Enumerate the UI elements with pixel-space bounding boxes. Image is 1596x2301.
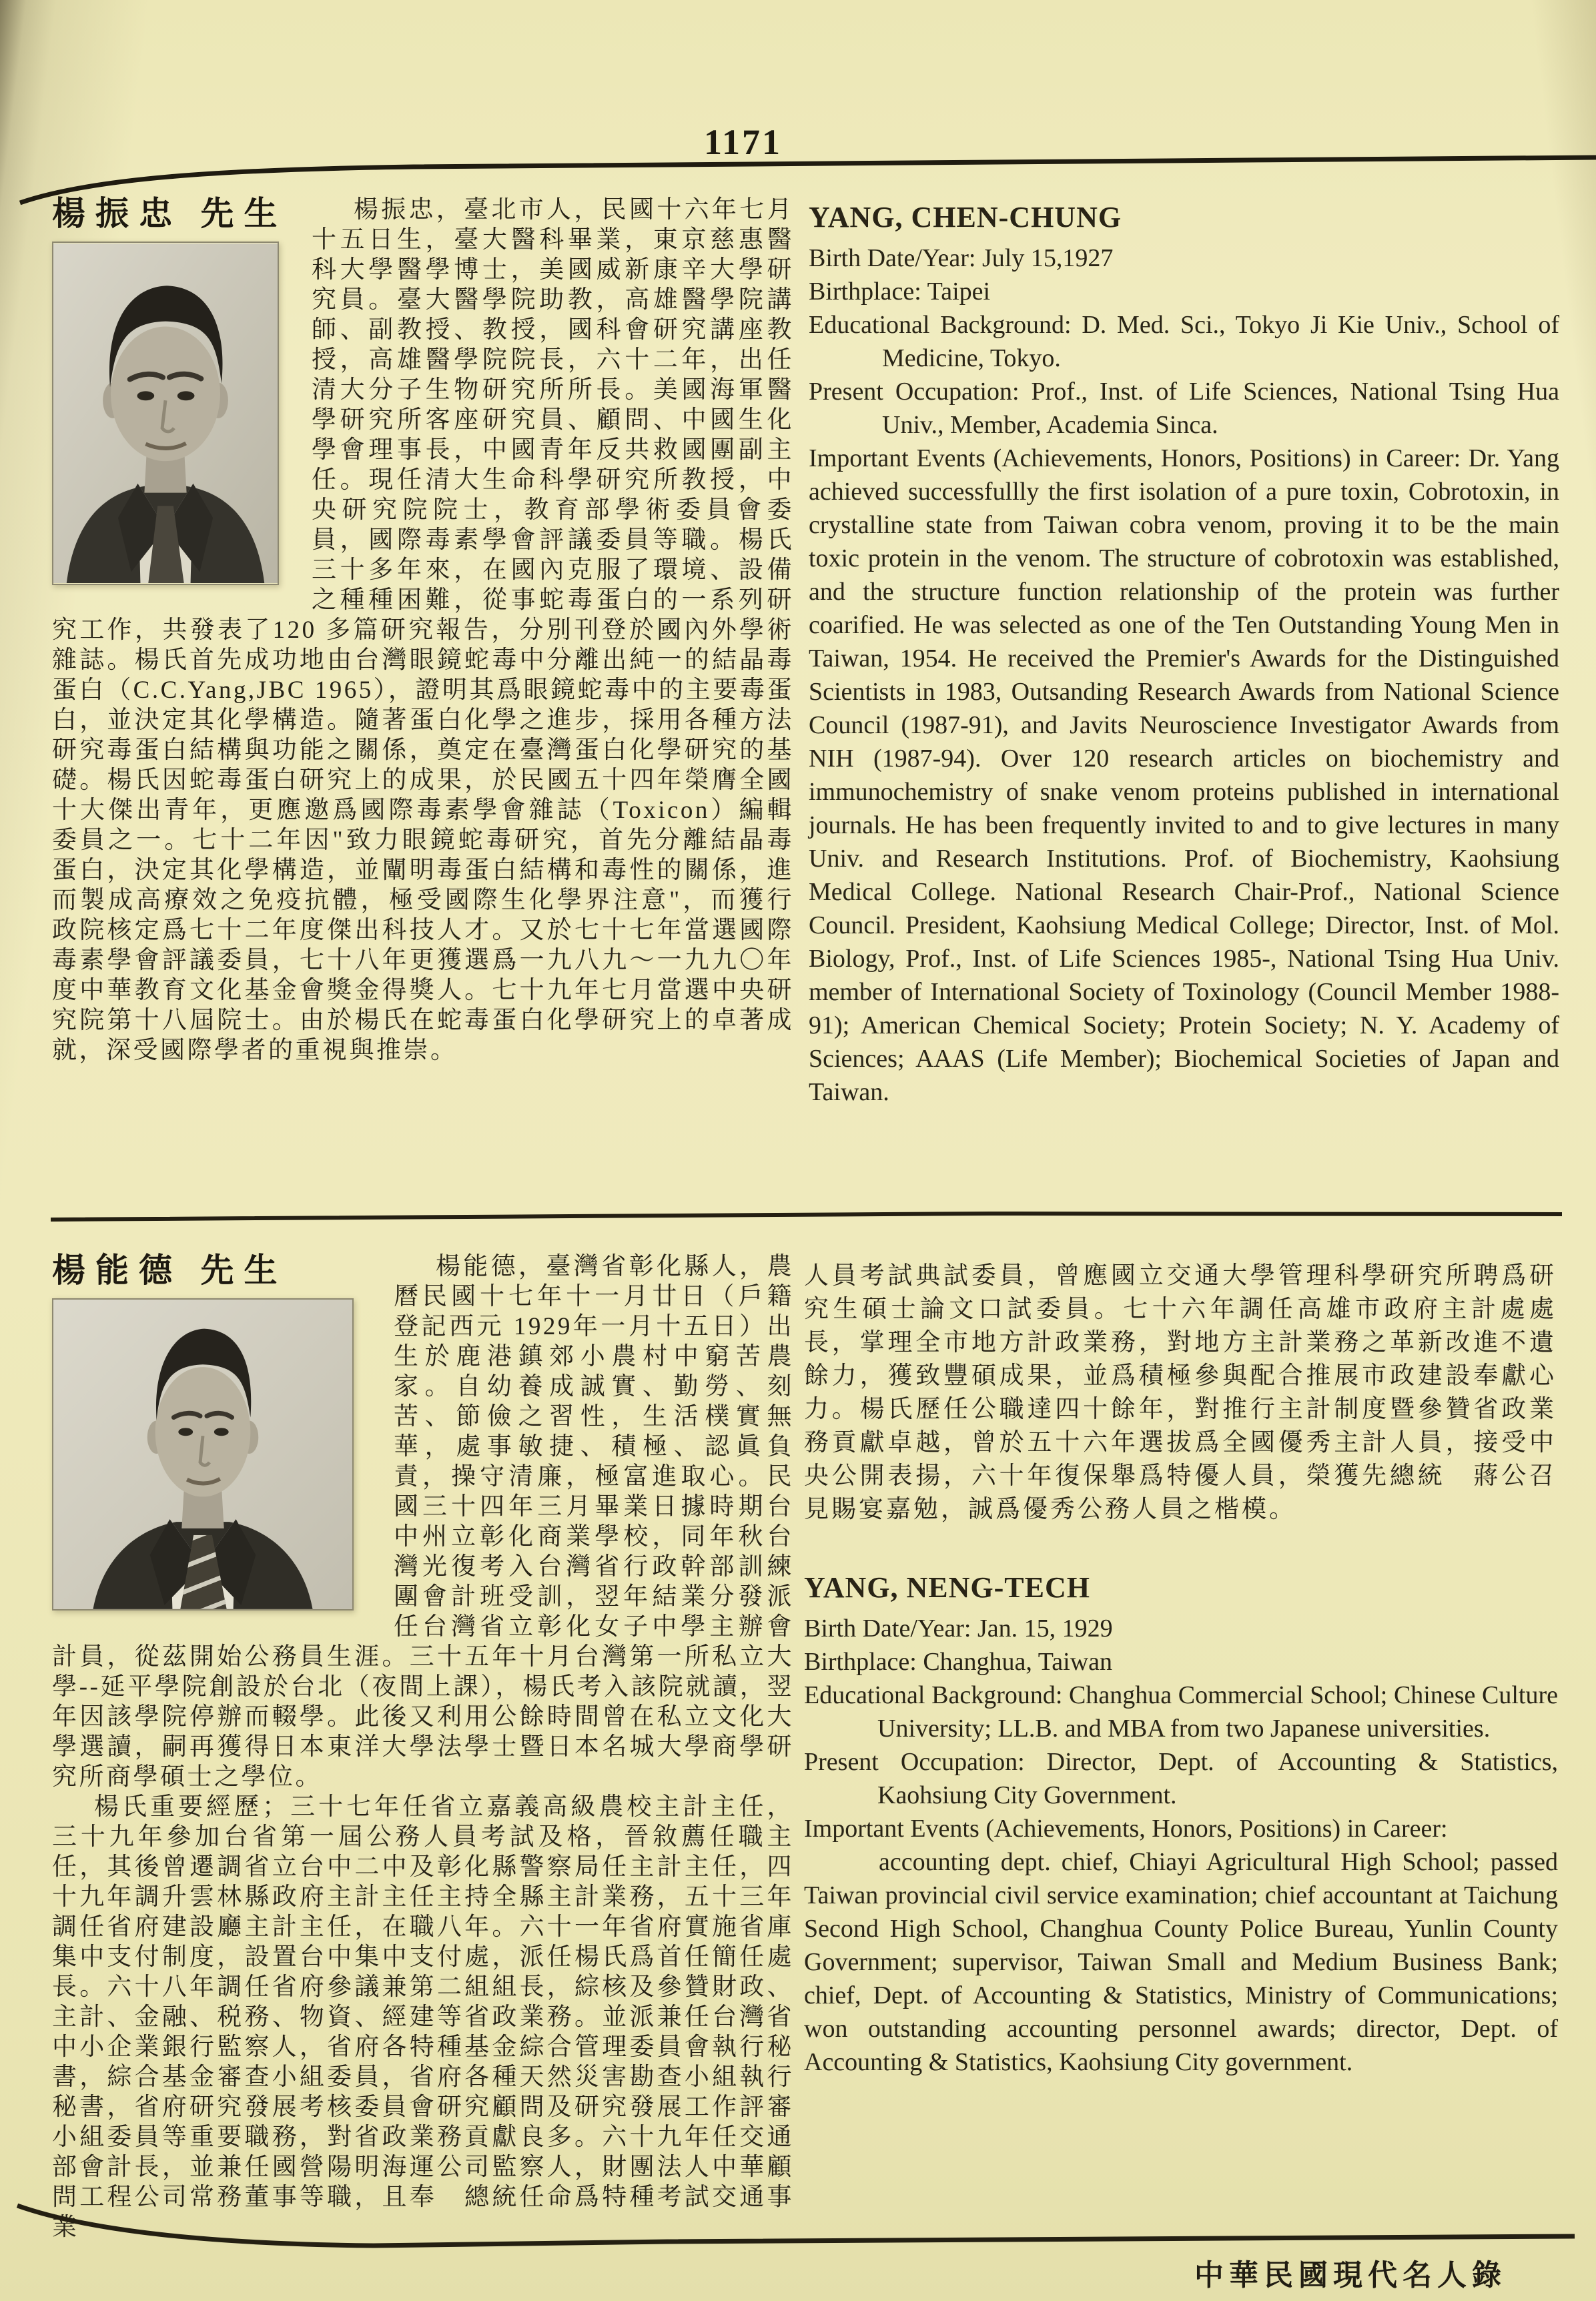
entry1-name-english: YANG, CHEN-CHUNG <box>809 201 1122 234</box>
entry1-name-chinese: 楊振忠 先生 <box>52 195 288 232</box>
entry1-chinese-column <box>52 195 794 1065</box>
portrait-photo-yang-chen-chung <box>52 242 279 585</box>
entry2-header-block <box>52 1252 364 1610</box>
entry1-birthplace: Birthplace: Taipei <box>809 278 991 306</box>
entry2-birth-date: Birth Date/Year: Jan. 15, 1929 <box>804 1615 1113 1643</box>
page-number: 1171 <box>704 122 783 162</box>
entry1-education: Educational Background: D. Med. Sci., Tokyo Ji Kie Univ., School of Medicine, Tokyo. <box>809 311 1559 372</box>
entry1-occupation: Present Occupation: Prof., Inst. of Life Sciences, National Tsing Hua Univ., Member, Academia Sinca. <box>809 378 1559 439</box>
entry-divider-rule <box>51 1214 1562 1220</box>
entry2-bio-chinese-p2: 楊氏重要經歷；三十七年任省立嘉義高級農校主計主任，三十九年參加台省第一屆公務人員考試及格，晉敘薦任職主任，其後曾遷調省立台中二中及彰化縣警察局任主計主任，四十九年調升雲林縣政府主計主任主持全縣主計業務，五十三年調任省府建設廳主計主任，在職八年。六十一年省府實施省庫集中支付制度，設置台中集中支付處，派任楊氏爲首任簡任處長。六十八年調任省府參議兼第二組組長，綜核及參贊財政、主計、金融、税務、物資、經建等省政業務。並派兼任台灣省中小企業銀行監察人，省府各特種基金綜合管理委員會執行秘書，綜合基金審查小組委員，省府各種天然災害勘查小組執行秘書，省府研究發展考核委員會研究顧問及研究發展工作評審小組委員等重要職務，對省政業務貢獻良多。六十九年任交通部會計長，並兼任國營陽明海運公司監察人，財團法人中華顧問工程公司常務董事等職，且奉 總統任命爲特種考試交通事業 <box>52 1793 794 2241</box>
entry2-bio-chinese-right: 人員考試典試委員，曾應國立交通大學管理科學研究所聘爲研究生碩士論文口試委員。七十六年調任高雄市政府主計處處長，掌理全市地方計政業務，對地方主計業務之革新改進不遺餘力，獲致豐碩成果，並爲積極參與配合推展市政建設奉獻心力。楊氏歷任公職達四十餘年，對推行主計制度暨參贊省政業務貢獻卓越，曾於五十六年選拔爲全國優秀主計人員，接受中央公開表揚，六十年復保舉爲特優人員，榮獲先總統 蔣公召見賜宴嘉勉，誠爲優秀公務人員之楷模。 <box>804 1262 1557 1523</box>
entry2-english-column <box>804 1568 1558 2079</box>
entry2-career-intro: Important Events (Achievements, Honors, Positions) in Career: <box>804 1815 1448 1843</box>
entry2-name-english: YANG, NENG-TECH <box>804 1571 1090 1604</box>
entry1-career: Important Events (Achievements, Honors, Positions) in Career: Dr. Yang achieved successfullly the first isolation of a pure toxin, Cobrotoxin, in crystalline state from Taiwan cobra venom, proving it to be the main toxic protein in the venom. The structure of cobrotoxin was established, and the structure function relationship of the protein was further coarified. He was selected as one of the Ten Outstanding Young Men in Taiwan, 1954. He received the Premier's Awards for the Distinguished Scientists in 1983, Outsanding Research Awards from National Science Council (1987-91), and Javits Neuroscience Investigator Awards from NIH (1987-94). Over 120 research articles on biochemistry and immunochemistry of snake venom proteins published in international journals. He has been frequently invited to and to give lectures in many Univ. and Research Institutions. Prof. of Biochemistry, Kaohsiung Medical College. National Research Chair-Prof., National Science Council. President, Kaohsiung Medical College; Director, Inst. of Mol. Biology, Prof., Inst. of Life Sciences 1985-, National Tsing Hua Univ. member of International Society of Toxinology (Council Member 1988-91); American Chemical Society; Protein Society; N. Y. Academy of Sciences; AAAS (Life Member); Biochemical Societies of Japan and Taiwan. <box>809 444 1559 1106</box>
portrait-photo-yang-neng-tech <box>52 1298 354 1610</box>
entry2-career-body: accounting dept. chief, Chiayi Agricultural High School; passed Taiwan provincial civil service examination; chief accountant at Taichung Second High School, Changhua County Police Bureau, Yunlin County Government; supervisor, Taiwan Small and Medium Business Bank; chief, Dept. of Accounting & Statistics, Ministry of Communications; won outstanding accounting personnel awards; director, Dept. of Accounting & Statistics, Kaohsiung City government. <box>804 1848 1558 2076</box>
entry1-header-block <box>52 195 287 585</box>
entry2-chinese-continuation <box>804 1260 1557 1526</box>
book-title-footer: 中華民國現代名人錄 <box>1194 2259 1507 2292</box>
entry1-english-column <box>809 197 1559 1109</box>
entry2-occupation: Present Occupation: Director, Dept. of Accounting & Statistics, Kaohsiung City Government. <box>804 1748 1558 1809</box>
entry2-education: Educational Background: Changhua Commercial School; Chinese Culture University; LL.B. and MBA from two Japanese universities. <box>804 1681 1558 1743</box>
entry2-bio-chinese-p1: 楊能德，臺灣省彰化縣人，農曆民國十七年十一月廿日（戶籍登記西元 1929年一月十五日）出生於鹿港鎮郊小農村中窮苦農家。自幼養成誠實、勤勞、刻苦、節儉之習性，生活樸實無華，處事敏捷、積極、認眞負責，操守清廉，極富進取心。民國三十四年三月畢業日據時期台中州立彰化商業學校，同年秋台灣光復考入台灣省行政幹部訓練團會計班受訓，翌年結業分發派任台灣省立彰化女子中學主辦會計員，從茲開始公務員生涯。三十五年十月台灣第一所私立大學--延平學院創設於台北（夜間上課），楊氏考入該院就讀，翌年因該學院停辦而輟學。此後又利用公餘時間曾在私立文化大學選讀，嗣再獲得日本東洋大學法學士暨日本名城大學商學研究所商學碩士之學位。 <box>52 1253 794 1791</box>
entry2-birthplace: Birthplace: Changhua, Taiwan <box>804 1648 1113 1676</box>
entry2-chinese-column <box>52 1252 794 2242</box>
entry2-name-chinese: 楊能德 先生 <box>52 1252 288 1289</box>
entry1-bio-chinese: 楊振忠，臺北市人，民國十六年七月十五日生，臺大醫科畢業，東京慈惠醫科大學醫學博士，美國威新康辛大學研究員。臺大醫學院助教，高雄醫學院講師、副教授、教授，國科會研究講座教授，高雄醫學院院長，六十二年，出任清大分子生物研究所所長。美國海軍醫學研究所客座研究員、顧問、中國生化學會理事長，中國青年反共救國團副主任。現任清大生命科學研究所教授，中央研究院院士，教育部學術委員會委員，國際毒素學會評議委員等職。楊氏三十多年來，在國內克服了環境、設備之種種困難，從事蛇毒蛋白的一系列研究工作，共發表了120 多篇研究報告，分別刊登於國內外學術雜誌。楊氏首先成功地由台灣眼鏡蛇毒中分離出純一的結晶毒蛋白（C.C.Yang,JBC 1965），證明其爲眼鏡蛇毒中的主要毒蛋白，並決定其化學構造。隨著蛋白化學之進步，採用各種方法研究毒蛋白結構與功能之關係，奠定在臺灣蛋白化學研究的基礎。楊氏因蛇毒蛋白研究上的成果，於民國五十四年榮膺全國十大傑出青年，更應邀爲國際毒素學會雜誌（Toxicon）編輯委員之一。七十二年因"致力眼鏡蛇毒研究，首先分離結晶毒蛋白，決定其化學構造，並闡明毒蛋白結構和毒性的關係，進而製成高療效之免疫抗體，極受國際生化學界注意"，而獲行政院核定爲七十二年度傑出科技人才。又於七十七年當選國際毒素學會評議委員，七十八年更獲選爲一九八九～一九九〇年度中華教育文化基金會獎金得獎人。七十九年七月當選中央研究院第十八屆院士。由於楊氏在蛇毒蛋白化學研究上的卓著成就，深受國際學者的重視與推崇。 <box>52 196 794 1064</box>
entry1-birth-date: Birth Date/Year: July 15,1927 <box>809 244 1114 272</box>
